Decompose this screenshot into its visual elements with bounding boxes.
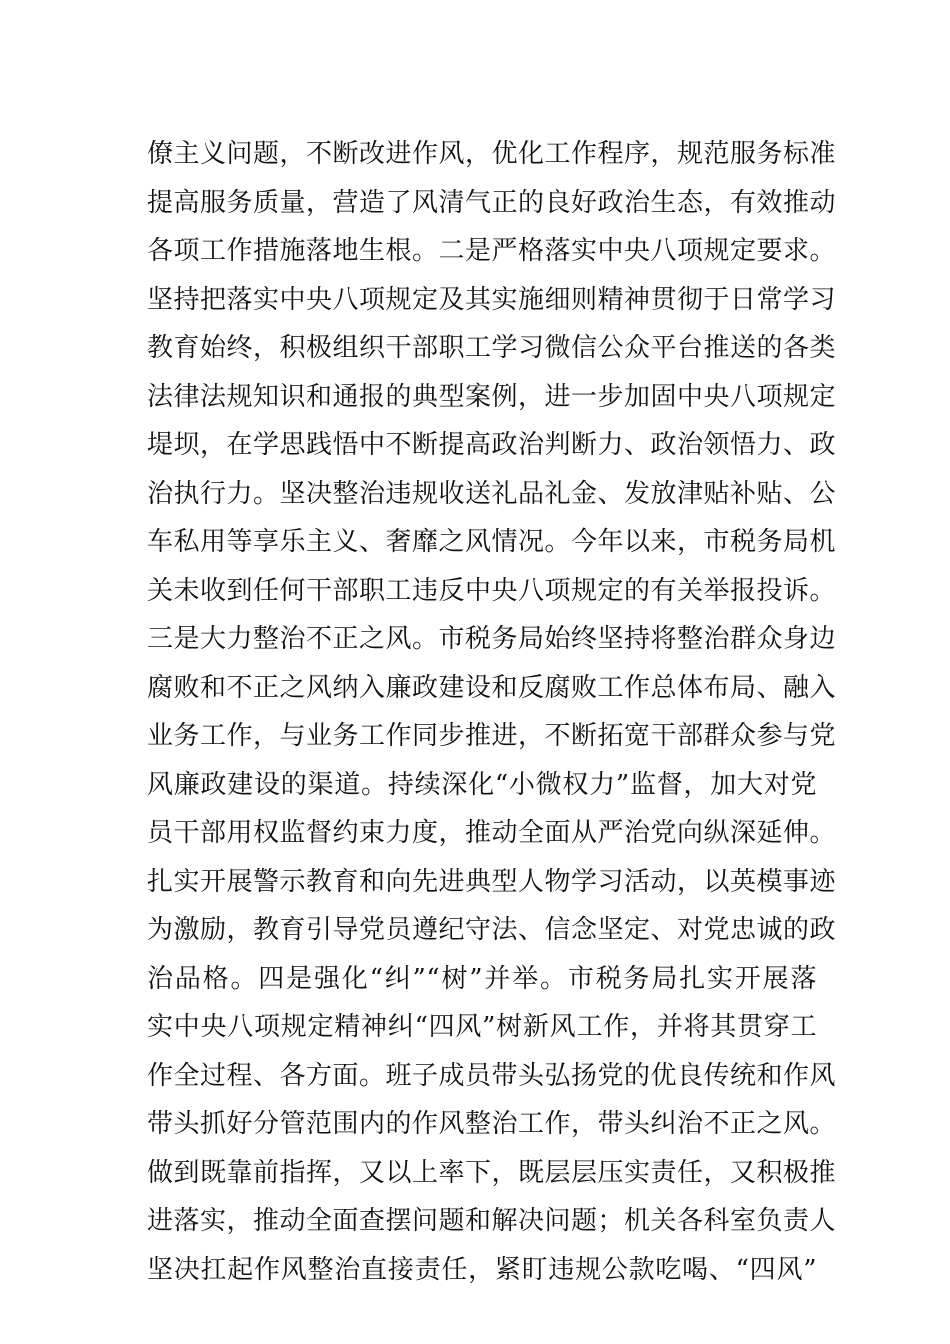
text-line: 坚决扛起作风整治直接责任，紧盯违规公款吃喝、“四风”: [147, 1254, 817, 1285]
text-line: 僚主义问题，不断改进作风，优化工作程序，规范服务标准: [147, 139, 837, 169]
text-line: 进落实，推动全面查摆问题和解决问题；机关各科室负责人: [147, 1206, 837, 1236]
text-line: 车私用等享乐主义、奢靡之风情况。今年以来，市税务局机: [147, 527, 837, 557]
text-line: 教育始终，积极组织干部职工学习微信公众平台推送的各类: [147, 333, 837, 363]
text-line: 为激励，教育引导党员遵纪守法、信念坚定、对党忠诚的政: [147, 915, 837, 945]
text-line: 治执行力。坚决整治违规收送礼品礼金、发放津贴补贴、公: [147, 478, 837, 509]
text-line: 作全过程、各方面。班子成员带头弘扬党的优良传统和作风: [147, 1060, 837, 1091]
text-line: 扎实开展警示教育和向先进典型人物学习活动，以英模事迹: [147, 866, 837, 897]
text-line: 实中央八项规定精神纠“四风”树新风工作，并将其贯穿工: [147, 1012, 817, 1042]
text-line: 带头抓好分管范围内的作风整治工作，带头纠治不正之风。: [147, 1109, 837, 1139]
text-line: 业务工作，与业务工作同步推进，不断拓宽干部群众参与党: [147, 721, 837, 751]
text-line: 风廉政建设的渠道。持续深化“小微权力”监督，加大对党: [147, 769, 817, 800]
text-line: 提高服务质量，营造了风清气正的良好政治生态，有效推动: [147, 187, 837, 218]
text-line: 各项工作措施落地生根。二是严格落实中央八项规定要求。: [147, 236, 837, 266]
text-line: 做到既靠前指挥，又以上率下，既层层压实责任，又积极推: [147, 1157, 837, 1188]
text-line: 治品格。四是强化“纠”“树”并举。市税务局扎实开展落: [147, 963, 817, 994]
text-line: 关未收到任何干部职工违反中央八项规定的有关举报投诉。: [147, 575, 837, 606]
text-line: 员干部用权监督约束力度，推动全面从严治党向纵深延伸。: [147, 818, 837, 848]
text-line: 法律法规知识和通报的典型案例，进一步加固中央八项规定: [147, 381, 837, 412]
body-text: [147, 130, 837, 1294]
text-line: 堤坝，在学思践悟中不断提高政治判断力、政治领悟力、政: [147, 430, 837, 460]
text-line: 腐败和不正之风纳入廉政建设和反腐败工作总体布局、融入: [147, 672, 837, 703]
text-line: 三是大力整治不正之风。市税务局始终坚持将整治群众身边: [147, 624, 837, 654]
text-line: 坚持把落实中央八项规定及其实施细则精神贯彻于日常学习: [147, 284, 837, 315]
